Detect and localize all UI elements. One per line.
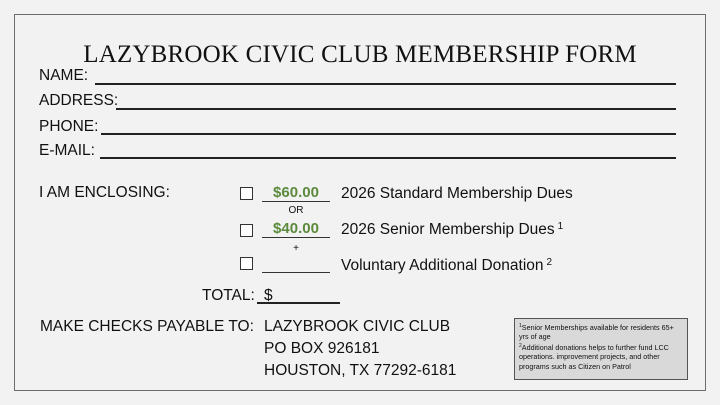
- address-label: ADDRESS:: [39, 92, 119, 109]
- footnote-2: [519, 342, 683, 371]
- payable-city-state-zip: HOUSTON, TX 77292-6181: [264, 362, 457, 379]
- standard-dues-text: 2026 Standard Membership Dues: [341, 185, 573, 202]
- donation-description: [341, 257, 552, 275]
- name-label: NAME:: [39, 67, 89, 84]
- footnotes-box: [514, 318, 688, 380]
- donation-footnote-mark: 2: [546, 257, 553, 268]
- payable-po-box: PO BOX 926181: [264, 340, 380, 357]
- form-title: LAZYBROOK CIVIC CLUB MEMBERSHIP FORM: [83, 41, 637, 68]
- membership-form-card: [14, 14, 706, 391]
- senior-dues-description: [341, 221, 563, 239]
- senior-footnote-mark: 1: [557, 221, 564, 232]
- plus-separator: +: [293, 243, 299, 254]
- senior-dues-amount-line: [262, 237, 330, 238]
- senior-dues-checkbox[interactable]: [240, 224, 253, 237]
- footnote-1: [519, 322, 683, 342]
- standard-dues-checkbox[interactable]: [240, 187, 253, 200]
- donation-amount-line[interactable]: [262, 272, 330, 273]
- total-amount-line[interactable]: [257, 302, 340, 304]
- donation-text: Voluntary Additional Donation: [341, 257, 544, 274]
- email-label: E-MAIL:: [39, 142, 95, 159]
- standard-dues-amount: $60.00: [273, 184, 319, 201]
- footnote-2-mark: 2: [519, 342, 522, 349]
- standard-dues-description: [341, 185, 573, 203]
- email-field-line[interactable]: [100, 157, 676, 159]
- phone-field-line[interactable]: [101, 133, 676, 135]
- name-field-line[interactable]: [95, 83, 676, 85]
- total-currency: $: [264, 287, 273, 304]
- or-separator: OR: [288, 205, 304, 216]
- senior-dues-amount: $40.00: [273, 220, 319, 237]
- footnote-1-mark: 1: [519, 323, 522, 329]
- payable-label: MAKE CHECKS PAYABLE TO:: [40, 318, 254, 335]
- total-label: TOTAL:: [202, 287, 255, 304]
- standard-dues-amount-line: [262, 201, 330, 202]
- footnote-2-text: Additional donations helps to further fund LCC operations. improvement projects, and other programs such as Citizen on Patrol: [519, 342, 669, 371]
- donation-checkbox[interactable]: [240, 257, 253, 270]
- senior-dues-text: 2026 Senior Membership Dues: [341, 221, 555, 238]
- footnote-1-text: Senior Memberships available for residents 65+ yrs of age: [519, 323, 674, 342]
- address-field-line[interactable]: [116, 108, 676, 110]
- enclosing-label: I AM ENCLOSING:: [39, 184, 170, 201]
- phone-label: PHONE:: [39, 118, 99, 135]
- payable-org-name: LAZYBROOK CIVIC CLUB: [264, 318, 451, 335]
